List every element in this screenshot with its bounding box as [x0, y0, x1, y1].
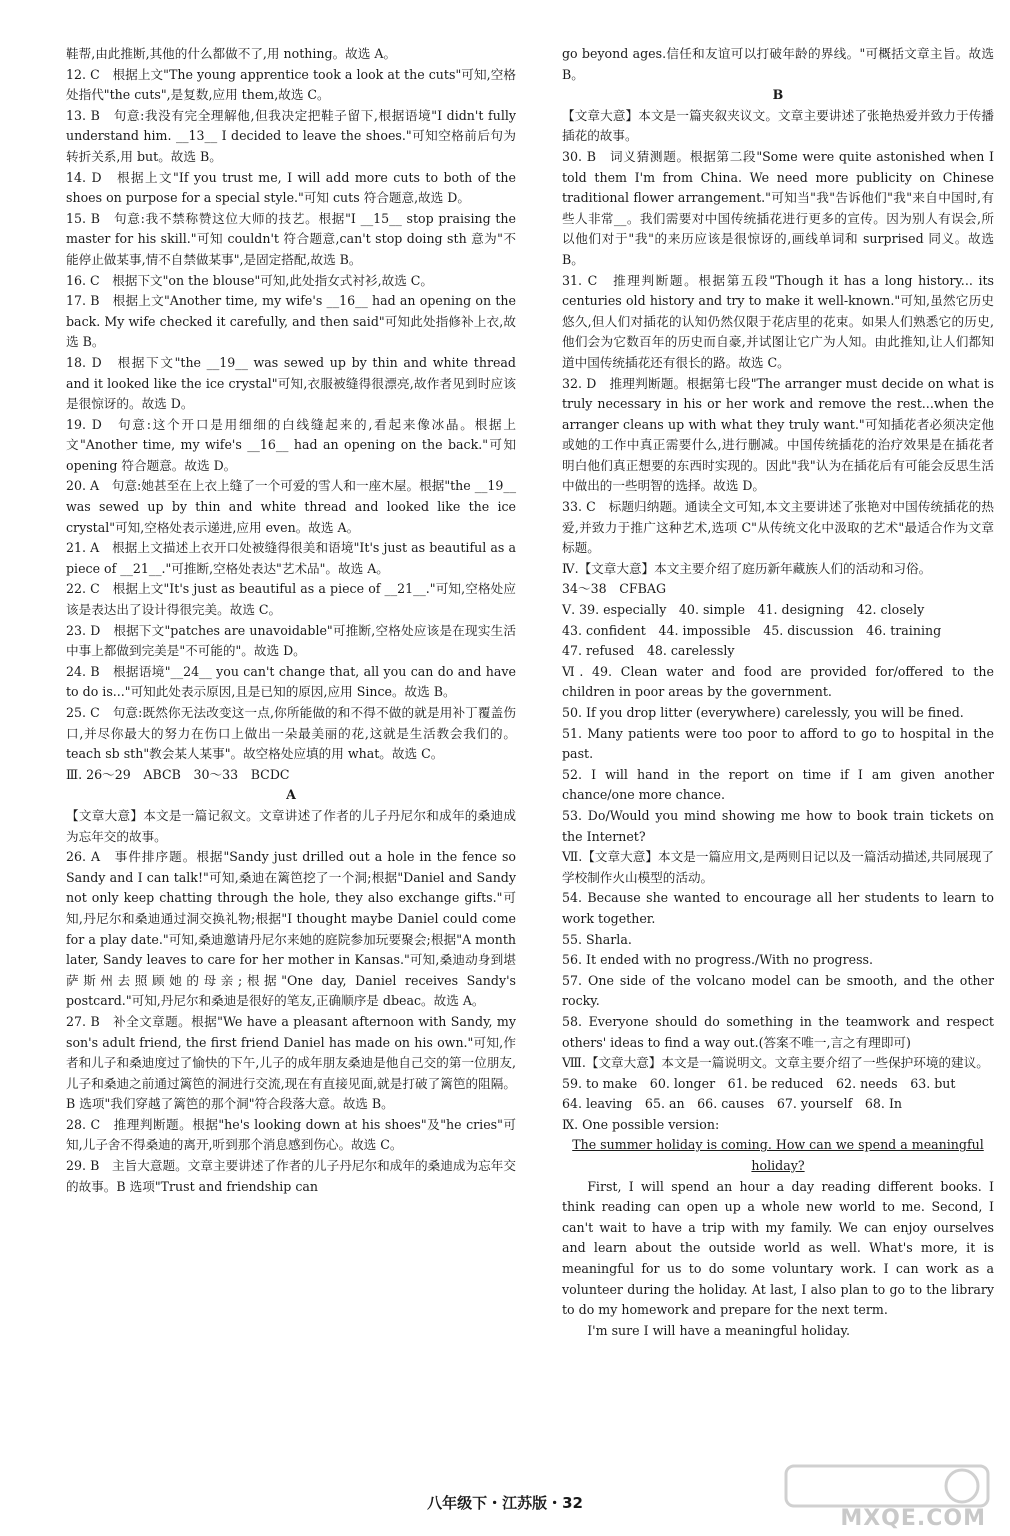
page-footer: 八年级下・江苏版・32 [427, 1494, 583, 1512]
answer-line: 13. B 句意:我没有完全理解他,但我决定把鞋子留下,根据语境"I didn't fully understand him. __13__ I decided to leave the shoes."可知空格前后句为转折关系,用 but。故选 B。 [66, 107, 516, 164]
answer-line: Ⅴ. 39. especially 40. simple 41. designing 42. closely [562, 602, 925, 618]
essay-paragraph: First, I will spend an hour a day reading different books. I think reading can open up a whole new world to me. Second, I can't wait to have a trip with my family. We can enjoy ourselves and learn about the outside world as well. What's more, it is meaningful for us to do some voluntary work. I can work as a volunteer during the holiday. At last, I also plan to go to the library to do my homework and prepare for the next term. [562, 1178, 994, 1318]
answer-line: 20. A 句意:她甚至在上衣上缝了一个可爱的雪人和一座木屋。根据"the __19__ was sewed up by thin and white thread and looked like the ice crystal"可知,空格处表示递进,应用 even。故选 A。 [66, 478, 516, 535]
answer-line: 29. B 主旨大意题。文章主要讲述了作者的儿子丹尼尔和成年的桑迪成为忘年交的故事。B 选项"Trust and friendship can [66, 1158, 516, 1194]
section-heading: Ⅲ. 26～29 ABCB 30～33 BCDC [66, 766, 290, 782]
answer-line: 58. Everyone should do something in the teamwork and respect others' ideas to find a way out.(答案不唯一,言之有理即可) [562, 1013, 994, 1050]
answer-line: 23. D 根据下文"patches are unavoidable"可推断,空格处应该是在现实生活中事上都做到完美是"不可能的"。故选 D。 [66, 622, 516, 659]
answer-line: 50. If you drop litter (everywhere) carelessly, you will be fined. [562, 705, 964, 720]
answer-line: 47. refused 48. carelessly [562, 643, 735, 659]
answer-line: 31. C 推理判断题。根据第五段"Though it has a long history... its centuries old history and try to make it well-known."可知,虽然它历史悠久,但人们对插花的认知仍然仅限于花店里的花束。如果人们熟悉它的历史,他们会为它数百年的历史而自豪,并试图让它广为人知。由此推知,让人们都知道中国传统插花还有很长的路。故选 C。 [562, 272, 994, 370]
answer-line: 56. It ended with no progress./With no progress. [562, 952, 874, 968]
answer-line: 17. B 根据上文"Another time, my wife's __16__ had an opening on the back. My wife checked it carefully, and then said"可知此处指修补上衣,故选 B。 [66, 293, 516, 350]
left-column [66, 44, 516, 1197]
answer-line: 15. B 句意:我不禁称赞这位大师的技艺。根据"I __15__ stop praising the master for his skill."可知 couldn't 符合题意,can't stop doing sth 意为"不能停止做某事,情不自禁做某事",是固定搭配,故选 B。 [66, 210, 516, 267]
article-summary: 【文章大意】本文是一篇夹叙夹议文。文章主要讲述了张艳热爱并致力于传播插花的故事。 [562, 107, 994, 144]
section-heading: Ⅸ. One possible version: [562, 1116, 720, 1132]
essay-paragraph: I'm sure I will have a meaningful holiday. [587, 1322, 850, 1338]
passage-label: B [772, 87, 784, 103]
answer-line: 64. leaving 65. an 66. causes 67. yourself 68. In [562, 1096, 903, 1112]
answer-line: 34～38 CFBAG [562, 581, 667, 597]
answer-line: 54. Because she wanted to encourage all her students to learn to work together. [562, 890, 994, 926]
answer-line: 22. C 根据上文"It's just as beautiful as a piece of __21__."可知,空格处应该是表达出了设计得很完美。故选 C。 [66, 581, 516, 618]
answer-line: 18. D 根据下文"the __19__ was sewed up by thin and white thread and it looked like the ice crystal"可知,衣服被缝得很漂亮,故作者见到时应该是很惊讶的。故选 D。 [66, 354, 516, 412]
answer-line: 33. C 标题归纳题。通读全文可知,本文主要讲述了张艳对中国传统插花的热爱,并致力于推广这种艺术,选项 C"从传统文化中汲取的艺术"最适合作为文章标题。 [562, 499, 994, 556]
answer-line: 27. B 补全文章题。根据"We have a pleasant afternoon with Sandy, my son's adult friend, the first friend Daniel has made on his own."可知,作者和儿子和桑迪度过了愉快的下午,儿子的成年朋友桑迪是他自己交的第一位朋友,儿子和桑迪之前通过篱笆的洞进行交流,现在有直接见面,就是打破了篱笆的阻隔。B 选项"我们穿越了篱笆的那个洞"符合段落大意。故选 B。 [66, 1013, 516, 1112]
answer-line: 53. Do/Would you mind showing me how to book train tickets on the Internet? [562, 807, 994, 844]
answer-line: go beyond ages.信任和友谊可以打破年龄的界线。"可概括文章主旨。故选 B。 [562, 46, 994, 82]
answer-line: 24. B 根据语境"__24__ you can't change that, all you can do and have to do is..."可知此处表示原因,且是已知的原因,应用 Since。故选 B。 [66, 663, 516, 700]
answer-line: 21. A 根据上文描述上衣开口处被缝得很美和语境"It's just as beautiful as a piece of __21__."可推断,空格处表达"艺术品"。故选 A。 [66, 540, 516, 576]
answer-line: 19. D 句意:这个开口是用细细的白线缝起来的,看起来像冰晶。根据上文"Another time, my wife's __16__ had an opening on the back."可知 opening 符合题意。故选 D。 [66, 416, 516, 473]
answer-line: 32. D 推理判断题。根据第七段"The arranger must decide on what is truly necessary in his or her work and remove the rest...when the arranger cleans up with what they truly want."可知插花者必须决定他或她的工作中真正需要什么,进行删减。中国传统插花的治疗效果是在插花者明白他们真正想要的东西时实现的。因此"我"认为在插花后有可能会反思生活中做出的一些明智的选择。故选 D。 [562, 375, 994, 494]
article-summary: Ⅶ.【文章大意】本文是一篇应用文,是两则日记以及一篇活动描述,共同展现了学校制作火山模型的活动。 [562, 849, 994, 885]
article-summary: Ⅷ.【文章大意】本文是一篇说明文。文章主要介绍了一些保护环境的建议。 [562, 1055, 989, 1071]
answer-line: 55. Sharla. [562, 931, 632, 947]
answer-line: 30. B 词义猜测题。根据第二段"Some were quite astonished when I told them I'm from China. We need more publicity on Chinese traditional flower arrangement."可知当"我"告诉他们"我"来自中国时,有些人非常__。我们需要对中国传统插花进行更多的宣传。因为别人有误会,所以他们对于"我"的来历应该是很惊讶的,画线单词和 surprised 同义。故选 B。 [562, 148, 994, 267]
watermark-text: MXQE.COM [840, 1506, 986, 1531]
answer-line: 59. to make 60. longer 61. be reduced 62. needs 63. but [562, 1075, 956, 1091]
essay-title: The summer holiday is coming. How can we spend a meaningful holiday? [572, 1137, 984, 1174]
answer-line: Ⅵ. 49. Clean water and food are provided for/offered to the children in poor areas by the government. [562, 663, 994, 700]
answer-line: 28. C 推理判断题。根据"he's looking down at his shoes"及"he cries"可知,儿子舍不得桑迪的离开,听到那个消息感到伤心。故选 C。 [66, 1116, 516, 1153]
answer-line: 57. One side of the volcano model can be smooth, and the other rocky. [562, 972, 994, 1009]
answer-line: 43. confident 44. impossible 45. discussion 46. training [562, 622, 942, 638]
answer-line: 14. D 根据上文"If you trust me, I will add more cuts to both of the shoes on purpose for a special style."可知 cuts 符合题意,故选 D。 [66, 169, 516, 206]
section-heading: Ⅳ.【文章大意】本文主要介绍了庭历新年藏族人们的活动和习俗。 [562, 560, 932, 576]
passage-label: A [286, 787, 296, 803]
answer-line: 52. I will hand in the report on time if I am given another chance/one more chance. [562, 766, 994, 803]
answer-line: 鞋帮,由此推断,其他的什么都做不了,用 nothing。故选 A。 [66, 46, 397, 61]
answer-line: 25. C 句意:既然你无法改变这一点,你所能做的和不得不做的就是用补丁覆盖伤口,并尽你最大的努力在伤口上做出一朵最美丽的花,这就是生活教会我们的。teach sb sth"教会某人某事"。故空格处应填的用 what。故选 C。 [66, 705, 516, 762]
answer-line: 12. C 根据上文"The young apprentice took a look at the cuts"可知,空格处指代"the cuts",是复数,应用 them,故选 C。 [66, 66, 516, 103]
answer-line: 26. A 事件排序题。根据"Sandy just drilled out a hole in the fence so Sandy and I can talk!"可知,桑迪在篱笆挖了一个洞;根据"Daniel and Sandy not only keep chatting through the hole, they also exchange gifts."可知,丹尼尔和桑迪通过洞交换礼物;根据"I thought maybe Daniel could come for a play date."可知,桑迪邀请丹尼尔来她的庭院参加玩要聚会;根据"A month later, Sandy leaves to care for her mother in Kansas."可知,桑迪动身到堪萨斯州去照顾她的母亲;根据"One day, Daniel receives Sandy's postcard."可知,丹尼尔和桑迪是很好的笔友,正确顺序是 dbeac。故选 A。 [66, 849, 516, 1009]
answer-line: 16. C 根据下文"on the blouse"可知,此处指女式衬衫,故选 C。 [66, 272, 434, 288]
article-summary: 【文章大意】本文是一篇记叙文。文章讲述了作者的儿子丹尼尔和成年的桑迪成为忘年交的故事。 [66, 807, 516, 844]
answer-line: 51. Many patients were too poor to afford to go to hospital in the past. [562, 725, 994, 762]
right-column [562, 44, 994, 1341]
